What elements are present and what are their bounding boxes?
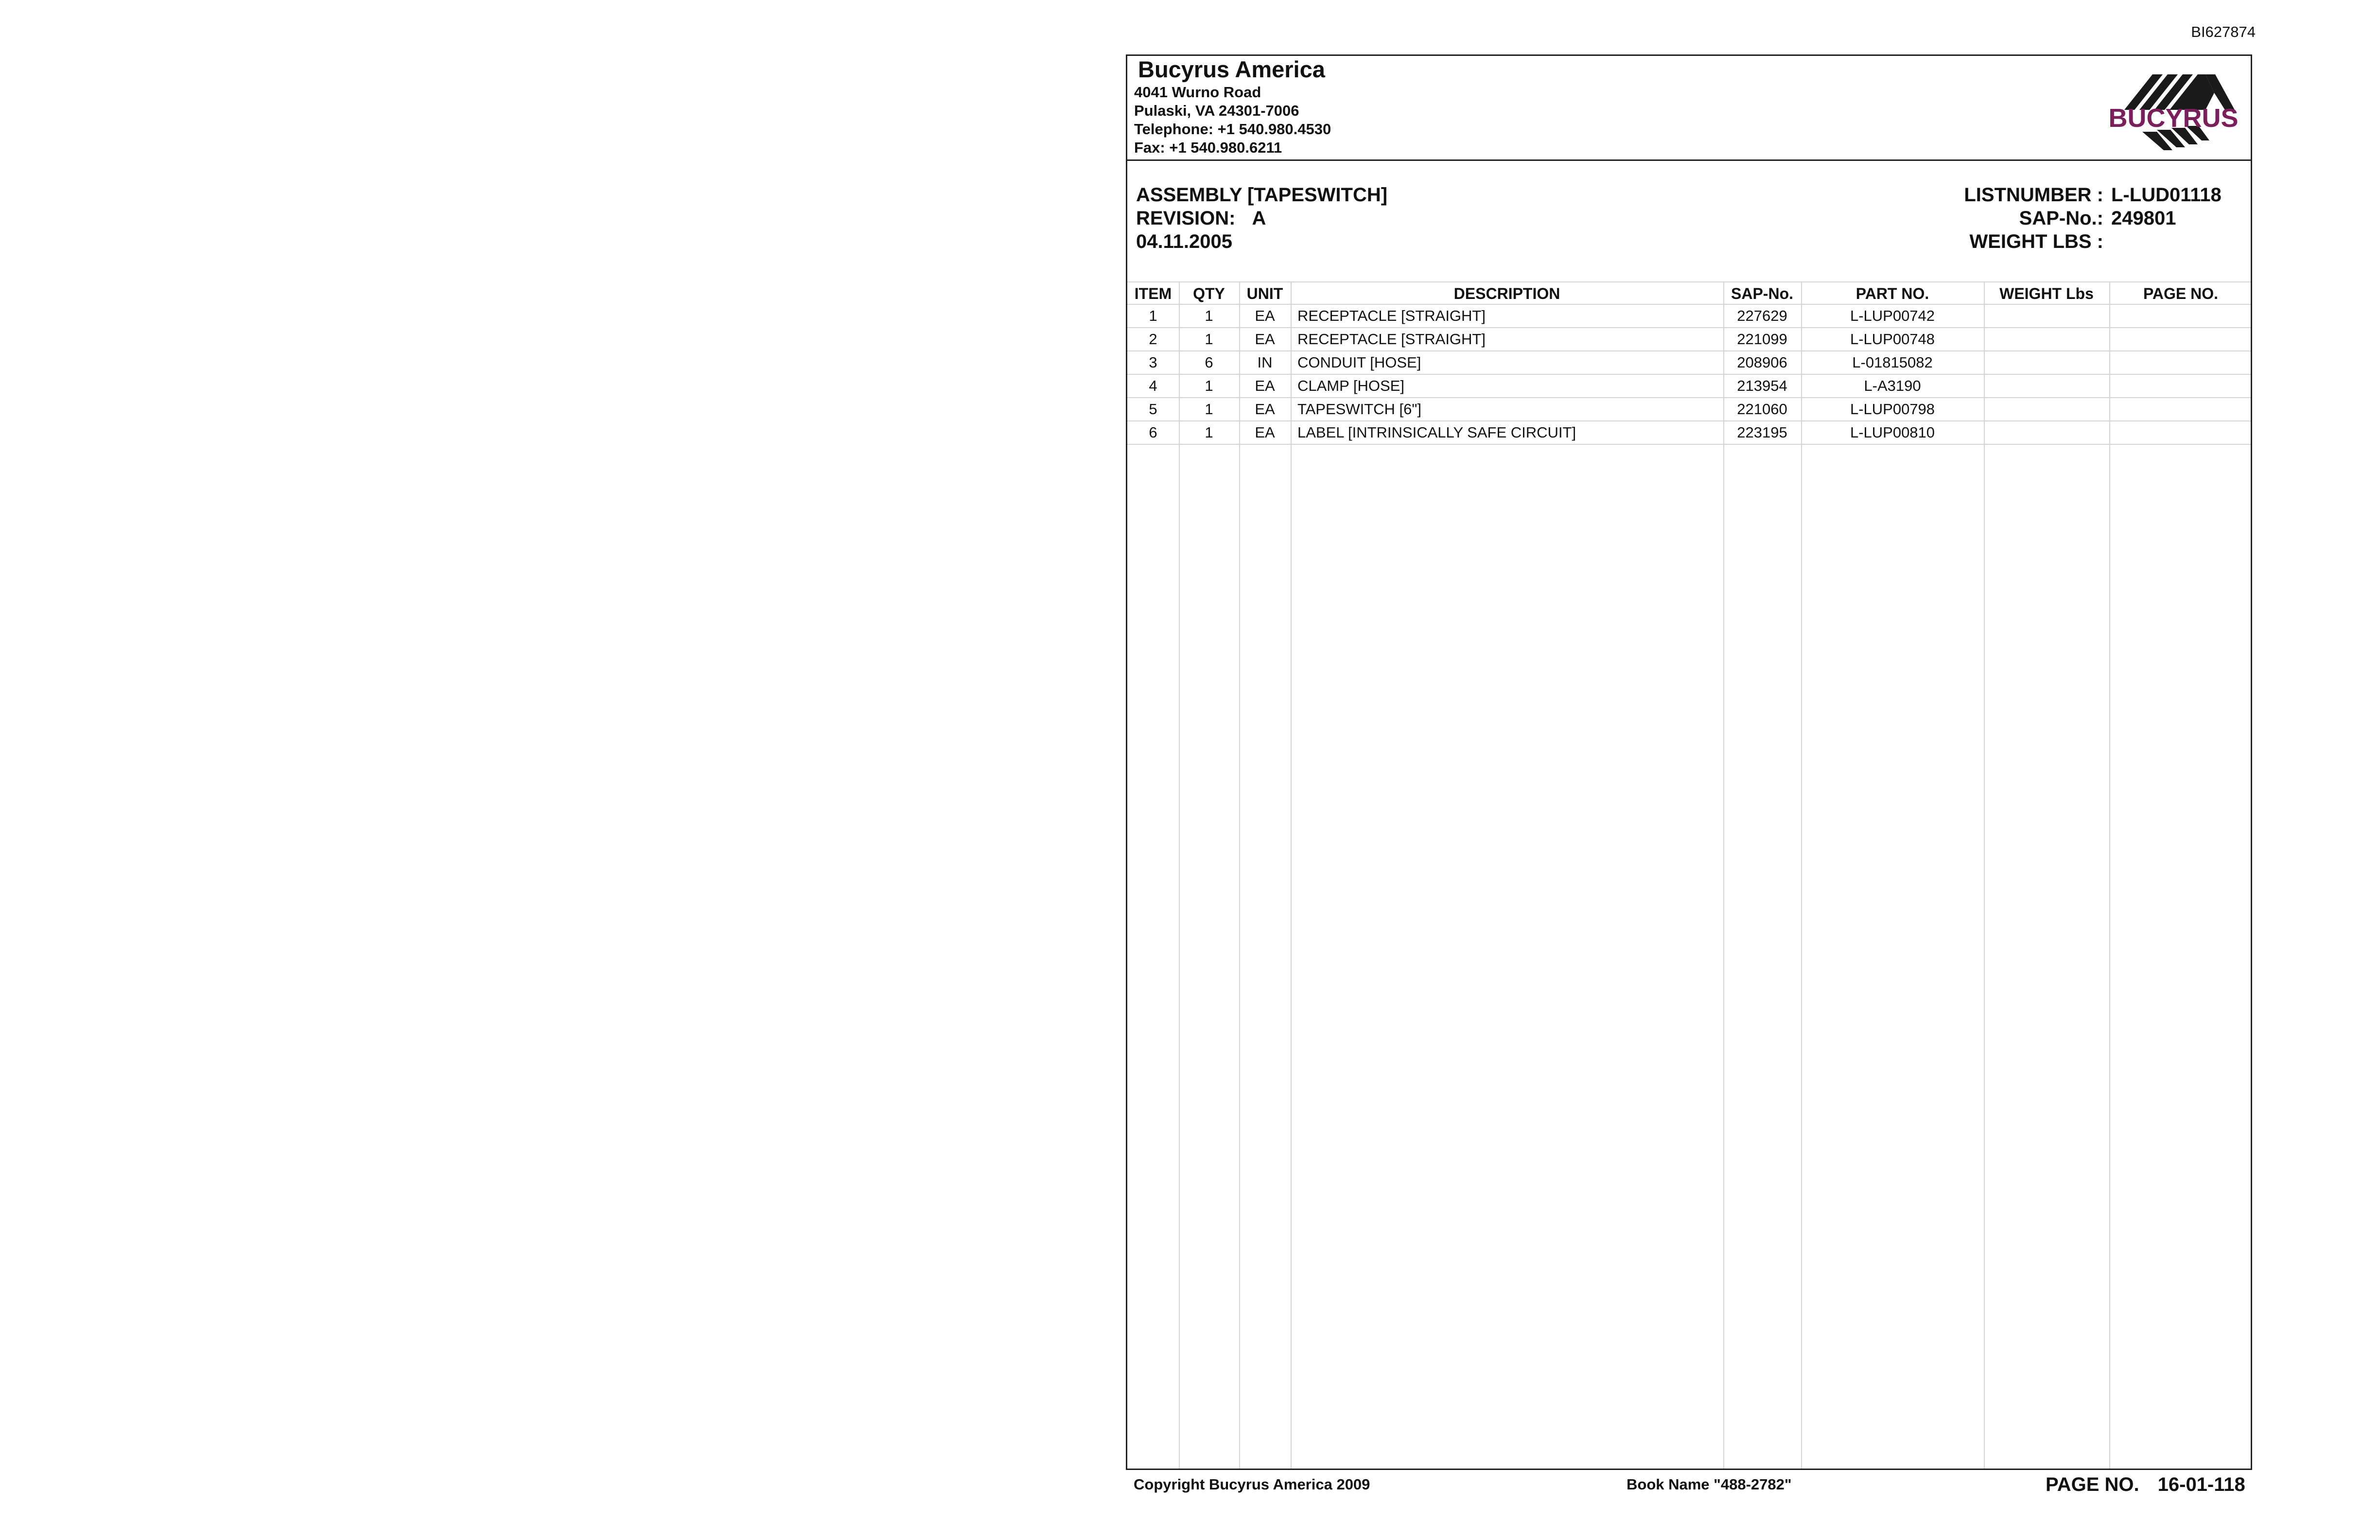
page-number-label: PAGE NO. <box>2046 1474 2139 1495</box>
cell-part-no: L-01815082 <box>1852 354 1933 371</box>
cell-description: CONDUIT [HOSE] <box>1297 354 1421 371</box>
cell-part-no: L-A3190 <box>1864 377 1921 394</box>
sap-label: SAP-No.: <box>2019 208 2103 229</box>
cell-description: RECEPTACLE [STRAIGHT] <box>1297 307 1486 324</box>
table-row <box>1127 328 2251 351</box>
company-fax: Fax: +1 540.980.6211 <box>1134 139 1282 156</box>
parts-table <box>1127 281 2251 445</box>
company-name: Bucyrus America <box>1138 56 1325 82</box>
company-address-block <box>1134 56 1331 157</box>
cell-qty: 1 <box>1205 331 1213 348</box>
header-sap-no: SAP-No. <box>1731 285 1793 302</box>
header-item: ITEM <box>1134 285 1172 302</box>
column-divider <box>1801 281 1802 1469</box>
cell-page-no <box>2109 421 2252 444</box>
cell-qty: 6 <box>1205 354 1213 371</box>
cell-part-no: L-LUP00742 <box>1850 307 1935 324</box>
page-number-value: 16-01-118 <box>2157 1474 2245 1495</box>
parts-list-sheet <box>1126 54 2252 1470</box>
cell-unit: EA <box>1255 424 1275 441</box>
cell-weight <box>1984 421 2109 444</box>
company-address-line1: 4041 Wurno Road <box>1134 84 1261 101</box>
column-divider <box>1291 281 1292 1469</box>
company-address-line2: Pulaski, VA 24301-7006 <box>1134 102 1299 119</box>
header-description: DESCRIPTION <box>1453 285 1560 302</box>
cell-page-no <box>2109 328 2252 350</box>
assembly-info <box>1136 183 1387 253</box>
book-name: Book Name "488-2782" <box>1627 1476 1792 1493</box>
cell-part-no: L-LUP00798 <box>1850 401 1935 418</box>
header-page-no: PAGE NO. <box>2143 285 2219 302</box>
table-row <box>1127 351 2251 375</box>
column-divider <box>1179 281 1180 1469</box>
cell-item: 4 <box>1149 377 1157 394</box>
sap-row <box>1954 207 2245 230</box>
cell-description: TAPESWITCH [6"] <box>1297 401 1422 418</box>
bucyrus-logo-icon <box>2102 64 2243 152</box>
cell-item: 6 <box>1149 424 1157 441</box>
table-header-row <box>1127 281 2251 305</box>
cell-weight <box>1984 351 2109 374</box>
cell-description: RECEPTACLE [STRAIGHT] <box>1297 331 1486 348</box>
listnumber-label: LISTNUMBER : <box>1964 184 2103 206</box>
cell-unit: EA <box>1255 377 1275 394</box>
logo-text: BUCYRUS <box>2108 104 2239 133</box>
table-row <box>1127 305 2251 328</box>
weight-row <box>1954 230 2245 253</box>
header-part-no: PART NO. <box>1855 285 1929 302</box>
page-number <box>2046 1474 2245 1496</box>
sap-value: 249801 <box>2111 208 2176 229</box>
cell-description: LABEL [INTRINSICALLY SAFE CIRCUIT] <box>1297 424 1576 441</box>
column-divider <box>2109 281 2110 1469</box>
cell-item: 5 <box>1149 401 1157 418</box>
cell-page-no <box>2109 305 2252 327</box>
cell-qty: 1 <box>1205 307 1213 324</box>
cell-page-no <box>2109 398 2252 420</box>
column-divider <box>1723 281 1724 1469</box>
cell-weight <box>1984 305 2109 327</box>
document-id: BI627874 <box>2191 23 2256 40</box>
cell-qty: 1 <box>1205 424 1213 441</box>
table-column-lines <box>1127 281 2251 1469</box>
cell-qty: 1 <box>1205 377 1213 394</box>
cell-weight <box>1984 375 2109 397</box>
cell-description: CLAMP [HOSE] <box>1297 377 1404 394</box>
cell-sap-no: 208906 <box>1737 354 1787 371</box>
revision-row <box>1136 207 1387 230</box>
cell-page-no <box>2109 375 2252 397</box>
cell-sap-no: 221060 <box>1737 401 1787 418</box>
column-divider <box>1239 281 1240 1469</box>
cell-part-no: L-LUP00810 <box>1850 424 1935 441</box>
listnumber-row <box>1954 183 2245 207</box>
column-divider <box>1984 281 1985 1469</box>
weight-label: WEIGHT LBS : <box>1969 231 2103 252</box>
copyright-text: Copyright Bucyrus America 2009 <box>1134 1476 1370 1493</box>
cell-sap-no: 221099 <box>1737 331 1787 348</box>
cell-item: 1 <box>1149 307 1157 324</box>
cell-part-no: L-LUP00748 <box>1850 331 1935 348</box>
cell-sap-no: 223195 <box>1737 424 1787 441</box>
company-telephone: Telephone: +1 540.980.4530 <box>1134 121 1331 138</box>
cell-unit: EA <box>1255 331 1275 348</box>
revision-label: REVISION: <box>1136 208 1236 229</box>
company-header <box>1127 56 2251 161</box>
cell-unit: EA <box>1255 307 1275 324</box>
cell-sap-no: 213954 <box>1737 377 1787 394</box>
assembly-date: 04.11.2005 <box>1136 231 1232 252</box>
cell-unit: IN <box>1257 354 1273 371</box>
header-weight: WEIGHT Lbs <box>1999 285 2094 302</box>
revision-value: A <box>1252 208 1266 229</box>
assembly-title: ASSEMBLY [TAPESWITCH] <box>1136 184 1388 206</box>
cell-weight <box>1984 398 2109 420</box>
cell-weight <box>1984 328 2109 350</box>
cell-unit: EA <box>1255 401 1275 418</box>
table-row <box>1127 398 2251 421</box>
list-meta <box>1954 183 2245 253</box>
cell-qty: 1 <box>1205 401 1213 418</box>
cell-item: 2 <box>1149 331 1157 348</box>
listnumber-value: L-LUD01118 <box>2111 184 2222 206</box>
cell-item: 3 <box>1149 354 1157 371</box>
header-unit: UNIT <box>1246 285 1283 302</box>
cell-sap-no: 227629 <box>1737 307 1787 324</box>
table-row <box>1127 375 2251 398</box>
table-row <box>1127 421 2251 445</box>
header-qty: QTY <box>1193 285 1225 302</box>
cell-page-no <box>2109 351 2252 374</box>
